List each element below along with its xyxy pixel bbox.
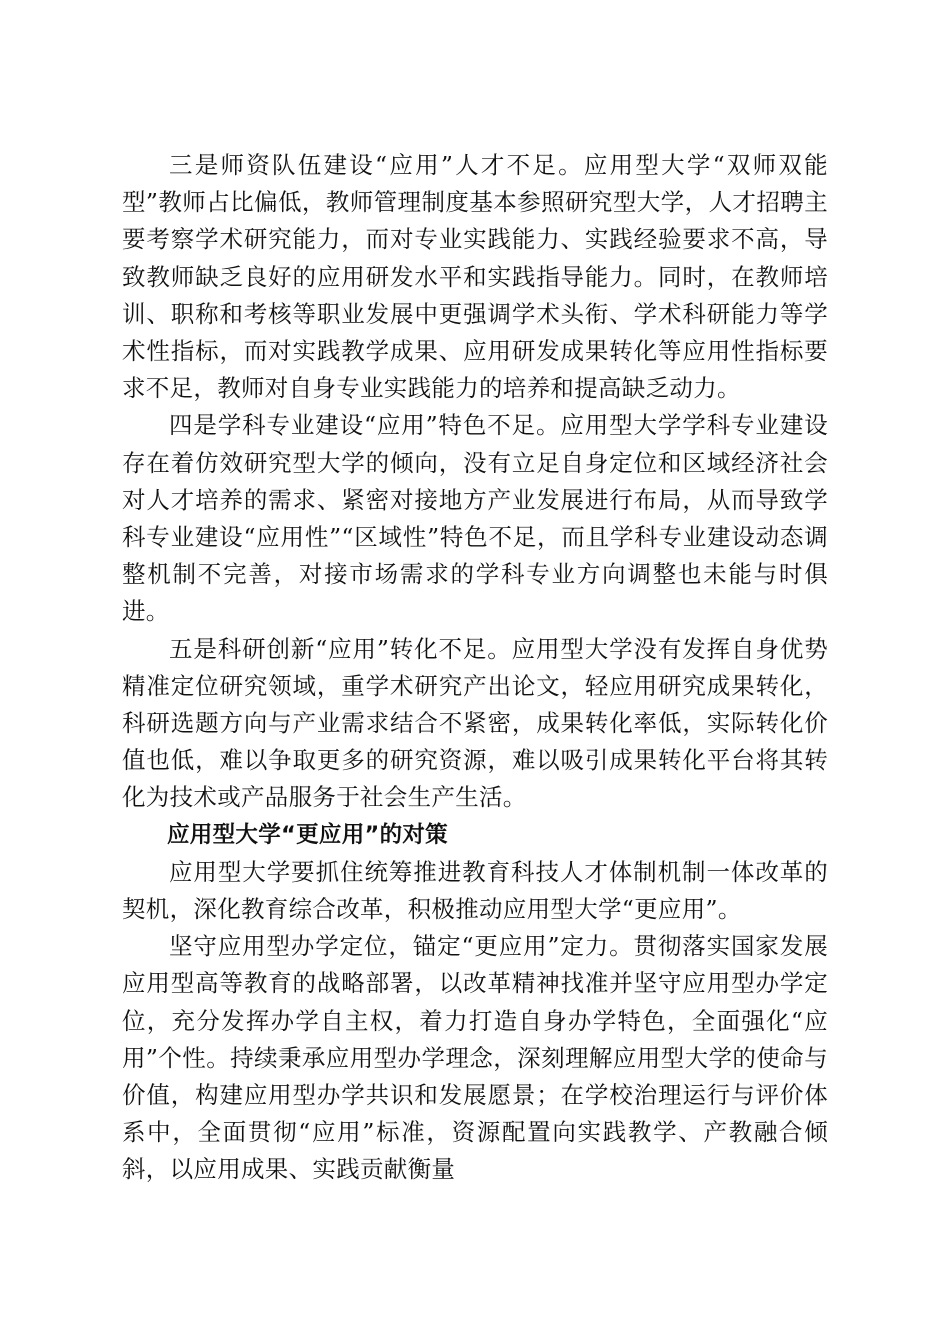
paragraph-countermeasure-intro: 应用型大学要抓住统筹推进教育科技人才体制机制一体改革的契机，深化教育综合改革，积极推动应用型大学“更应用”。 bbox=[122, 857, 828, 924]
section-heading: 应用型大学“更应用”的对策 bbox=[167, 821, 448, 848]
paragraph-positioning: 坚守应用型办学定位，锚定“更应用”定力。贯彻落实国家发展应用型高等教育的战略部署，以改革精神找准并坚守应用型办学定位，充分发挥办学自主权，着力打造自身办学特色，全面强化“应用”个性。持续秉承应用型办学理念，深刻理解应用型大学的使命与价值，构建应用型办学共识和发展愿景；在学校治理运行与评价体系中，全面贯彻“应用”标准，资源配置向实践教学、产教融合倾斜，以应用成果、实践贡献衡量 bbox=[122, 932, 828, 1184]
document-body bbox=[122, 147, 828, 1189]
paragraph-teacher-team: 三是师资队伍建设“应用”人才不足。应用型大学“双师双能型”教师占比偏低，教师管理制度基本参照研究型大学，人才招聘主要考察学术研究能力，而对专业实践能力、实践经验要求不高，导致教师缺乏良好的应用研发水平和实践指导能力。同时，在教师培训、职称和考核等职业发展中更强调学术头衔、学术科研能力等学术性指标，而对实践教学成果、应用研发成果转化等应用性指标要求不足，教师对自身专业实践能力的培养和提高缺乏动力。 bbox=[122, 151, 828, 403]
paragraph-research-innovation: 五是科研创新“应用”转化不足。应用型大学没有发挥自身优势精准定位研究领域，重学术研究产出论文，轻应用研究成果转化，科研选题方向与产业需求结合不紧密，成果转化率低，实际转化价值也低，难以争取更多的研究资源，难以吸引成果转化平台将其转化为技术或产品服务于社会生产生活。 bbox=[122, 634, 828, 812]
paragraph-discipline-building: 四是学科专业建设“应用”特色不足。应用型大学学科专业建设存在着仿效研究型大学的倾向，没有立足自身定位和区域经济社会对人才培养的需求、紧密对接地方产业发展进行布局，从而导致学科专业建设“应用性”“区域性”特色不足，而且学科专业建设动态调整机制不完善，对接市场需求的学科专业方向调整也未能与时俱进。 bbox=[122, 411, 828, 626]
